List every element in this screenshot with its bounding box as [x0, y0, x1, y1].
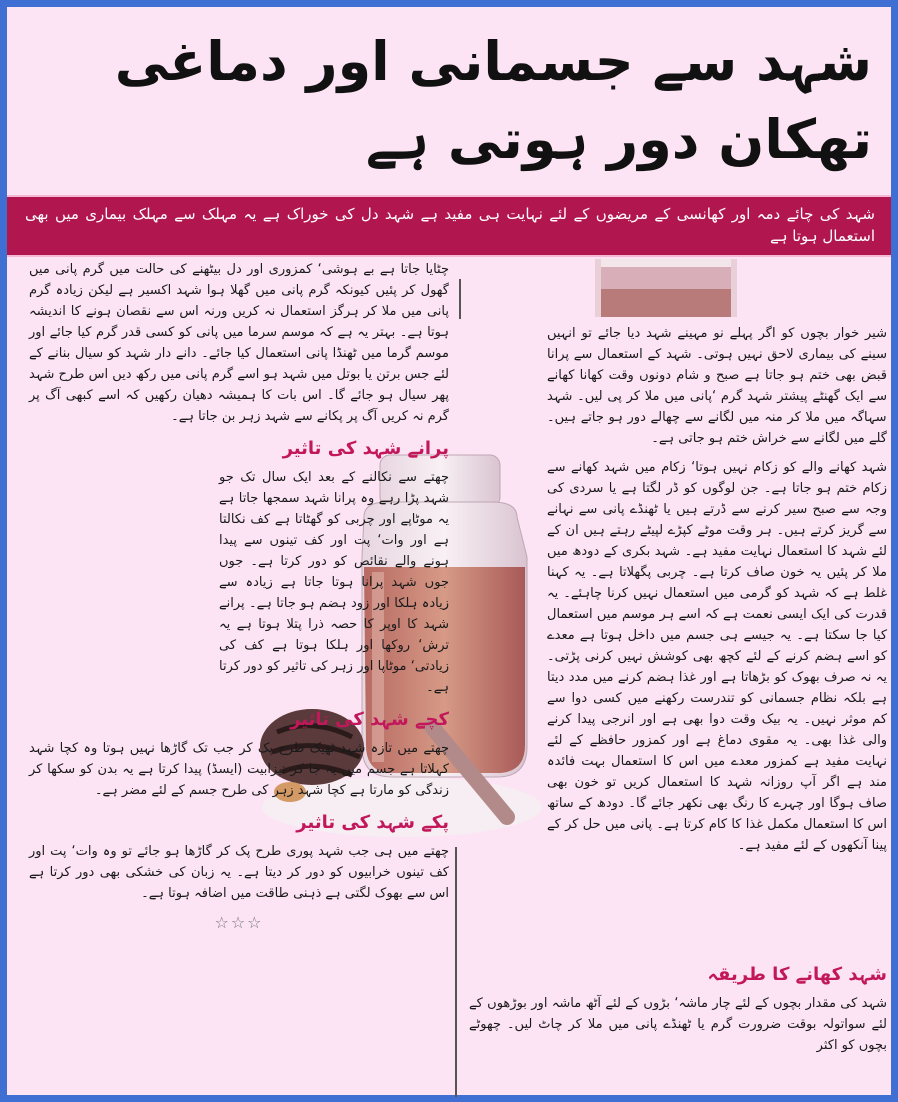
text-line: فائدہ مند ہے اگر آپ روزانہ شہد کا استعمال کریں تو خون بھی صاف ہوگا اور چہرے کا: [547, 754, 888, 811]
text-line: دور کرتا ہے۔ جوں جوں شہد پرانا ہوتا جاتا ہے زیادہ: [219, 554, 449, 590]
article-title: شہد سے جسمانی اور دماغی تھکان دور ہوتی ہے: [114, 30, 872, 171]
ripe-honey-paragraph: [29, 841, 449, 904]
text-line: چھتے سے نکالنے کے بعد ایک سال تک جو شہد پڑا رہے وہ پرانا شہد: [219, 470, 449, 506]
text-line: کے لئے مضر ہے۔: [94, 783, 185, 798]
text-line: ہے اور کمزور حافظے کے لئے نہایت مفید ہے کمزور معدے میں اس کا استعمال بہت: [547, 733, 887, 769]
text-line: چھتے میں تازہ شہد ٹھیک طرح پک کر جب تک: [192, 741, 449, 756]
text-line: بکری کے دودھ میں ملا کر پئیں یہ خون صاف کرتا ہے۔ چربی پگھلاتا: [547, 544, 887, 580]
text-line: سواتولہ بوقت ضرورت گرم یا ٹھنڈے پانی میں ملا کر چاٹ لیں۔ چھوٹے بچوں کو اکثر: [469, 1017, 887, 1053]
text-line: ہے۔ یہ کہنا غلط ہے کہ شہد کو گرمی میں استعمال نہیں کرنا چاہئے۔ یہ قدرت: [547, 565, 888, 622]
jar-crop-image: [595, 259, 737, 317]
text-line: مدد دیتا ہے بلکہ نظام جسمانی کو تندرست رکھنے میں کسی دوا سے کم موثر نہیں۔: [547, 670, 888, 727]
section-end-stars: ☆☆☆: [214, 913, 264, 932]
text-line: شہد کھانے والے کو زکام نہیں ہوتا‘ زکام میں شہد کھانے سے زکام ختم ہو جاتا: [547, 460, 888, 496]
text-line: تیزابیت (ایسڈ) پیدا کرتا ہے یہ بدن کو سکھا کر زندگی کو مارتا ہے کچا شہد زہر کی طرح جسم: [29, 762, 449, 798]
text-line: شیر خوار بچوں کو اگر پہلے نو مہینے شہد دیا جائے تو انہیں سینے کی بیماری لاحق: [547, 326, 887, 362]
text-line: حل کر کے پینا آنکھوں کے لئے مفید ہے۔: [547, 817, 887, 853]
text-line: کریں ورنہ اس سے نقصان ہونے کا اندیشہ ہوتا ہے۔ بہتر یہ ہے کہ موسم سرما میں پانی کو: [29, 304, 449, 340]
left-intro-paragraph: [29, 259, 449, 427]
column-divider: [459, 279, 461, 319]
text-line: دونوں وقت کھانا کھانے سے ایک گھنٹے پیشتر شہد گرم: [547, 368, 887, 404]
text-line: نہیں کرنی پڑتی۔ یہ نہ صرف بھوک کو بڑھاتا ہے اور غذا ہضم کرنے میں: [547, 649, 887, 685]
left-column: [29, 259, 449, 933]
subtitle-band: [7, 195, 891, 257]
text-line: کی ایک ایسی نعمت ہے کہ اسے ہر موسم میں استعمال کیا جا سکتا ہے۔ یہ جیسے: [547, 607, 888, 643]
text-line: ہوتا ہے کف کی زیادتی‘ موٹاپا اور زہر کی تاثیر کو: [219, 638, 449, 674]
eating-method-paragraph: [469, 993, 887, 1056]
column-divider: [455, 847, 457, 1097]
text-line: وات‘ پت اور کف تینوں سے پیدا ہونے والے نقائص کو: [219, 533, 449, 569]
text-line: کیونکہ گرم پانی میں گھلا ہوا شہد اکسیر ہے لیکن زیادہ گرم پانی میں ملا کر ہرگز استعمال نہ: [29, 283, 450, 319]
text-line: شہد کی مقدار بچوں کے لئے چار ماشہ‘ بڑوں کے لئے آٹھ ماشہ اور بوڑھوں کے لئے: [469, 996, 887, 1032]
text-line: سمجھا جاتا ہے یہ موٹاپے اور چربی کو گھٹاتا ہے کف نکالتا ہے اور: [219, 491, 449, 548]
heading-raw-honey: کچے شہد کی تاثیر: [290, 709, 449, 730]
text-line: اوپر کا حصہ ذرا پتلا ہوتا ہے یہ ترش‘ روکھا اور ہلکا: [219, 617, 449, 653]
right-top-paragraph: [547, 323, 887, 449]
text-line: رنگ بھی نکھر جائے گا۔ دودھ کے ساتھ اس کا استعمال مکمل غذا کا کام کرتا ہے۔ پانی میں: [547, 796, 887, 832]
heading-ripe-honey: پکے شہد کی تاثیر: [296, 812, 449, 833]
text-line: ‘پانی میں ملا کر پی لیں۔ شہد سہاگہ میں: [547, 389, 887, 425]
text-line: گلے میں لگانے سے خراش ختم ہو جاتی ہے۔: [651, 431, 887, 446]
text-line: کریں آگ پر پکانے سے شہد زہر بن جاتا ہے۔: [171, 409, 409, 424]
text-line: سے زیادہ ہلکا اور زود ہضم ہو جاتا ہے۔ پرانے شہد کا: [219, 575, 449, 632]
text-line: خرابیوں کو دور کر دیتا ہے۔ یہ زبان کی خشکی بھی دور کرتا ہے اس سے بھوک لگتی ہے ذہنی: [29, 865, 449, 901]
text-line: یہ بیک وقت دوا بھی ہے اور انرجی پیدا کرنے والی غذا بھی۔ یہ مقوی دماغ: [547, 712, 888, 748]
right-column: [547, 323, 887, 864]
raw-honey-paragraph: [29, 738, 449, 801]
text-line: چٹایا جاتا ہے بے ہوشی‘ کمزوری اور دل بیٹھنے کی حالت میں گرم پانی میں گھول کر پئیں: [29, 262, 449, 298]
text-line: گاڑھا نہیں ہوتا وہ کچا شہد کہلاتا ہے جسم میں یہ جا کر: [29, 741, 449, 777]
old-honey-paragraph: [219, 467, 449, 698]
right-main-paragraph: [547, 457, 887, 856]
text-line: شہد پھر سیال ہو جائے گا۔ اس بات کا ہمیشہ دھیان رکھیں کہ اسے کبھی آگ پر گرم نہ: [29, 367, 449, 424]
text-line: کسی قدر گرم کیا جائے اور موسم گرما میں ٹھنڈا پانی استعمال کیا جائے۔ دانے دار شہد کو: [29, 325, 449, 361]
text-line: نہیں ہوتی۔ شہد کے استعمال سے پرانا قبض بھی ختم ہو جاتا ہے صبح و شام: [547, 347, 888, 383]
subtitle: شہد کی چائے دمہ اور کھانسی کے مریضوں کے لئے نہایت ہی مفید ہے شہد دل کی خوراک ہے یہ مہلک سے مہلک بیماری میں بھی استعمال ہوتا ہے: [25, 205, 875, 245]
text-line: چھتے میں ہی جب شہد پوری طرح پک کر گاڑھا ہو جائے تو وہ وات‘ پت اور کف تینوں: [29, 844, 449, 880]
right-bottom-column: [469, 959, 887, 1064]
text-line: سیال بنانے کے لئے جس برتن یا بوتل میں شہد ہو اسے گرم پانی میں رکھ دیں اس طرح: [29, 346, 449, 382]
heading-eating-method: شہد کھانے کا طریقہ: [707, 964, 887, 985]
text-line: طاقت میں اضافہ ہوتا ہے۔: [141, 886, 289, 901]
text-line: دور کرتا ہے۔: [219, 659, 449, 695]
text-line: ہی جسم میں داخل ہوتا ہے معدے کو اسے ہضم کرنے کے لئے کچھ بھی کوشش: [547, 628, 888, 664]
text-line: کپڑے لپیٹے رہتے ہیں ان کے لئے شہد کا استعمال نہایت مفید ہے۔ شہد: [547, 523, 887, 559]
heading-old-honey: پرانے شہد کی تاثیر: [282, 438, 449, 459]
text-line: ہیں یا ٹھنڈے پانی سے نہانے سے گریز کرتے ہیں۔ ہر وقت موٹے: [547, 502, 887, 538]
text-line: ملا کر منہ میں لگانے سے چھالے دور ہو جاتے ہیں۔: [547, 410, 821, 425]
text-line: ہے۔ جن لوگوں کو ڈر لگتا ہے یا سردی کی وجہ سے صبح سیر کرنے سے ڈرتے: [547, 481, 887, 517]
